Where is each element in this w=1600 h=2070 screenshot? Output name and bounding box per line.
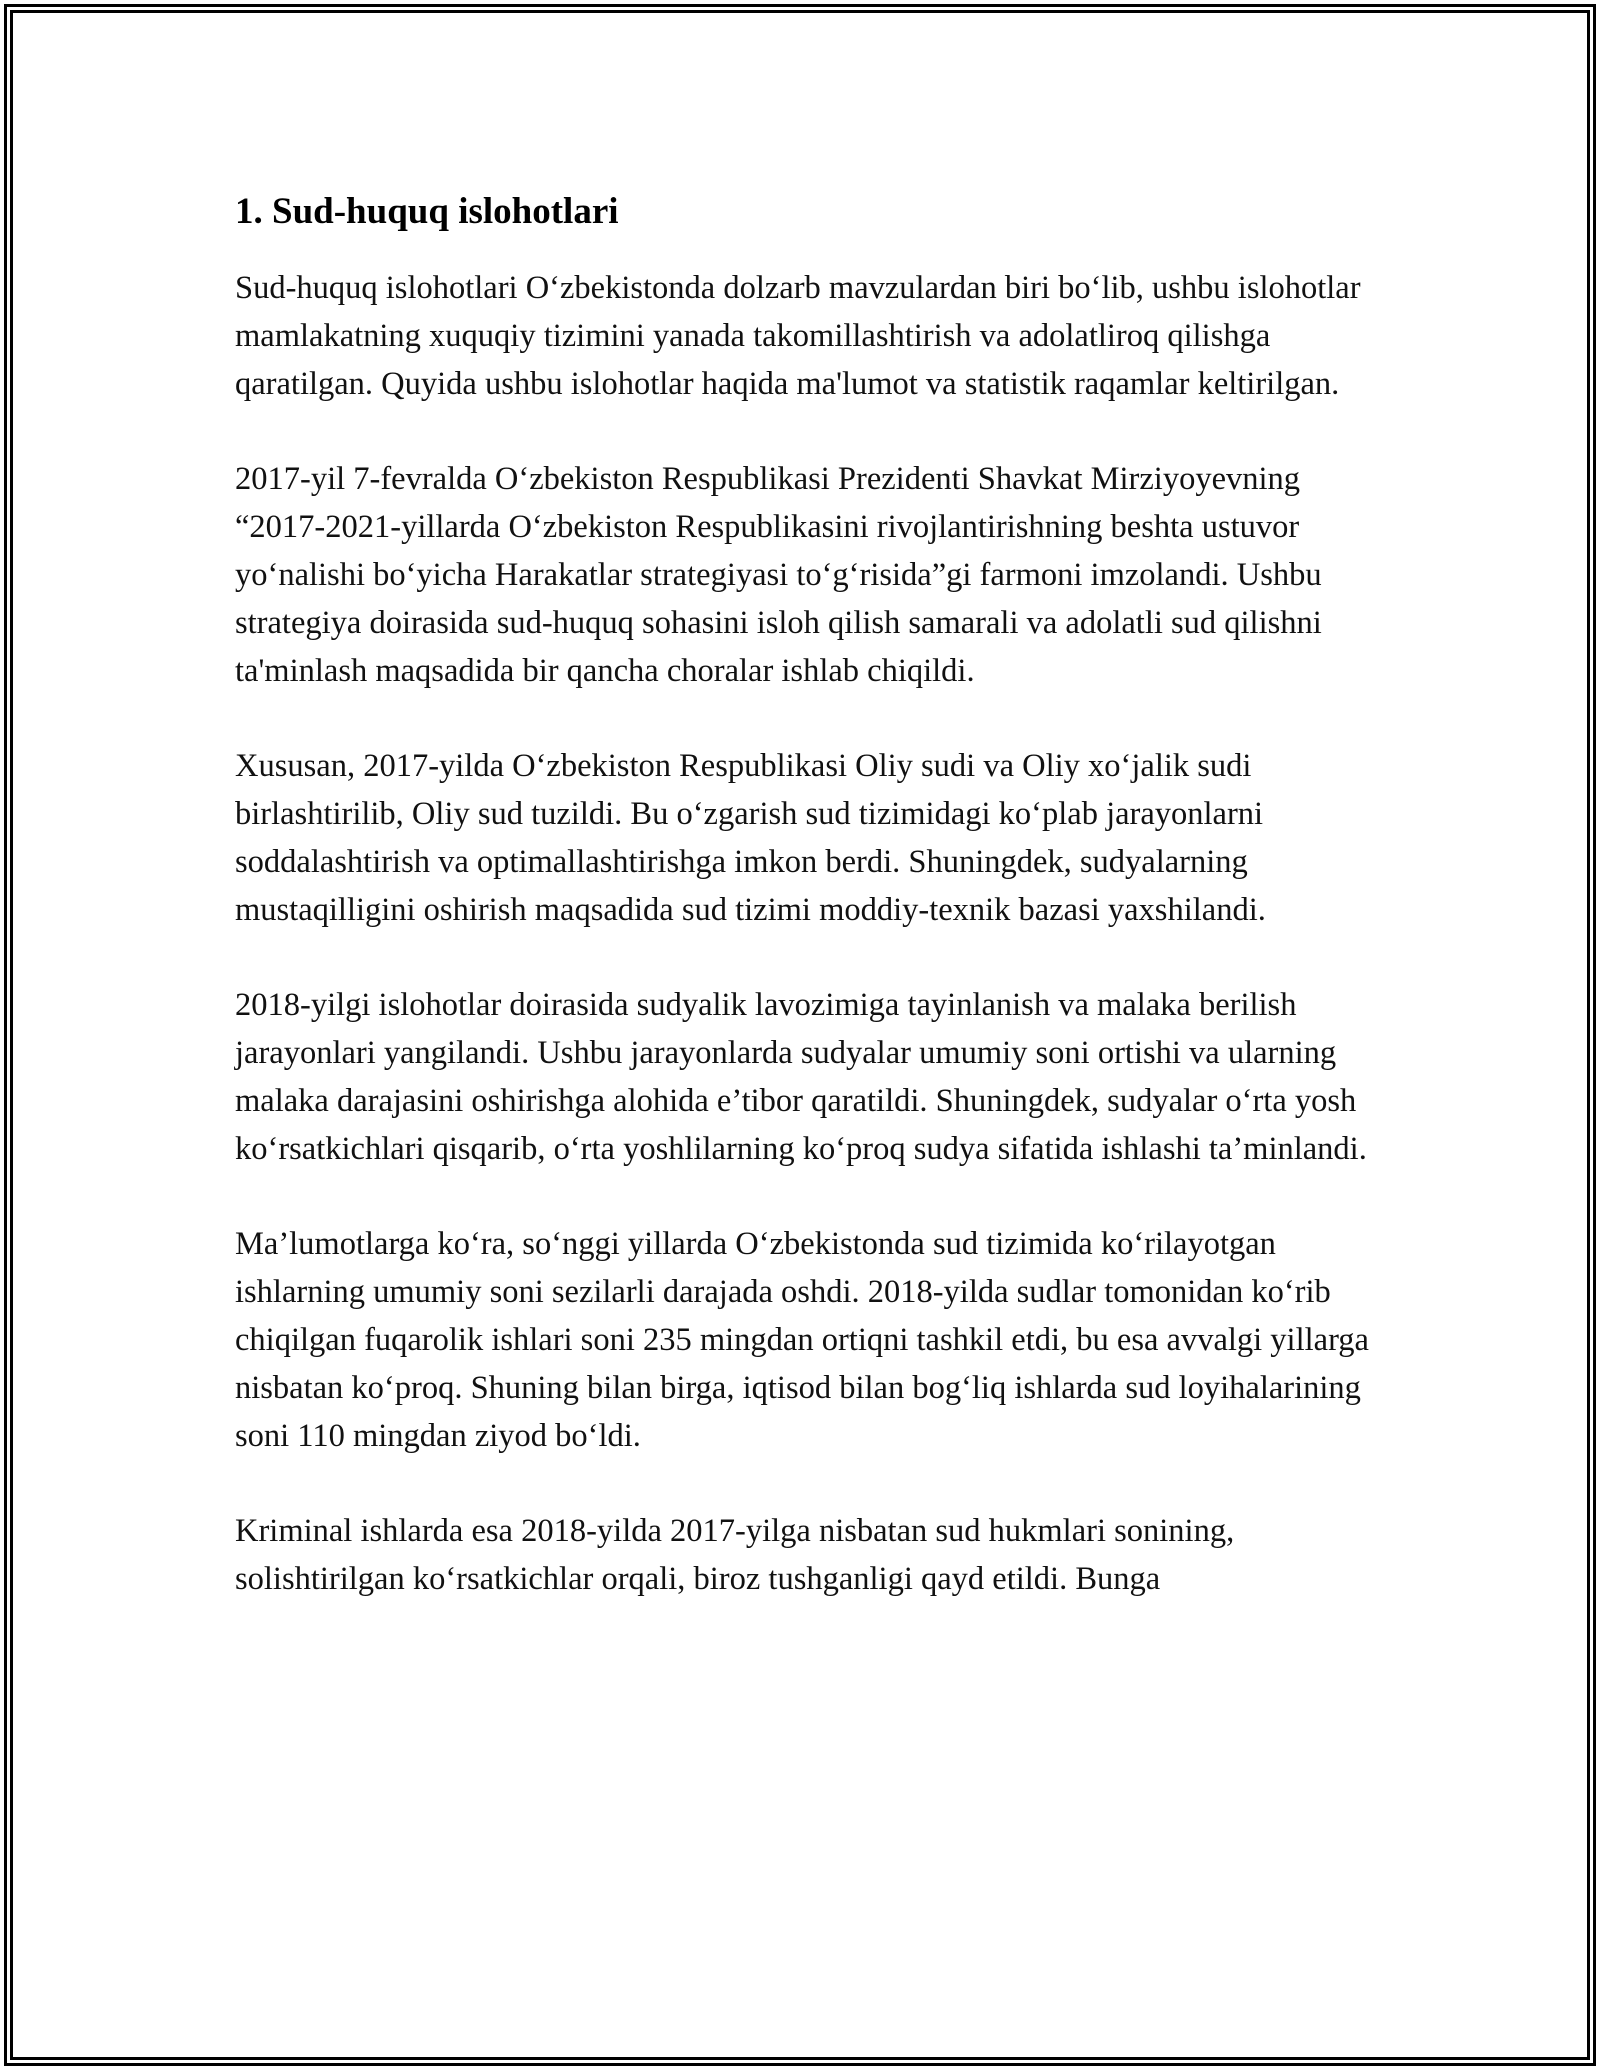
document-body (235, 188, 1375, 1650)
paragraph-strategy: 2017-yil 7-fevralda O‘zbekiston Respublikasi Prezidenti Shavkat Mirziyoyevning “2017-2021-yillarda O‘zbekiston Respublikasini rivojlantirishning beshta ustuvor yo‘nalishi bo‘yicha Harakatlar strategiyasi to‘g‘risida”gi farmoni imzolandi. Ushbu strategiya doirasida sud-huquq sohasini isloh qilish samarali va adolatli sud qilishni ta'minlash maqsadida bir qancha choralar ishlab chiqildi. (235, 461, 1322, 690)
paragraph-criminal-cases: Kriminal ishlarda esa 2018-yilda 2017-yilga nisbatan sud hukmlari sonining, solishtirilgan ko‘rsatkichlar orqali, biroz tushganligi qayd etildi. Bunga (235, 1513, 1235, 1598)
section-heading: 1. Sud-huquq islohotlari (235, 191, 619, 232)
paragraph-statistics: Ma’lumotlarga ko‘ra, so‘nggi yillarda O‘zbekistonda sud tizimida ko‘rilayotgan ishlarning umumiy soni sezilarli darajada oshdi. 2018-yilda sudlar tomonidan ko‘rib chiqilgan fuqarolik ishlari soni 235 mingdan ortiqni tashkil etdi, bu esa avvalgi yillarga nisbatan ko‘proq. Shuning bilan birga, iqtisod bilan bog‘liq ishlarda sud loyihalarining soni 110 mingdan ziyod bo‘ldi. (235, 1226, 1369, 1455)
paragraph-supreme-court: Xususan, 2017-yilda O‘zbekiston Respublikasi Oliy sudi va Oliy xo‘jalik sudi birlashtirilib, Oliy sud tuzildi. Bu o‘zgarish sud tizimidagi ko‘plab jarayonlarni soddalashtirish va optimallashtirishga imkon berdi. Shuningdek, sudyalarning mustaqilligini oshirish maqsadida sud tizimi moddiy-texnik bazasi yaxshilandi. (235, 748, 1266, 929)
paragraph-intro: Sud-huquq islohotlari O‘zbekistonda dolzarb mavzulardan biri bo‘lib, ushbu islohotlar mamlakatning xuquqiy tizimini yanada takomillashtirish va adolatliroq qilishga qaratilgan. Quyida ushbu islohotlar haqida ma'lumot va statistik raqamlar keltirilgan. (235, 270, 1361, 403)
paragraph-2018-reforms: 2018-yilgi islohotlar doirasida sudyalik lavozimiga tayinlanish va malaka berilish jarayonlari yangilandi. Ushbu jarayonlarda sudyalar umumiy soni ortishi va ularning malaka darajasini oshirishga alohida e’tibor qaratildi. Shuningdek, sudyalar o‘rta yosh ko‘rsatkichlari qisqarib, o‘rta yoshlilarning ko‘proq sudya sifatida ishlashi ta’minlandi. (235, 987, 1367, 1168)
